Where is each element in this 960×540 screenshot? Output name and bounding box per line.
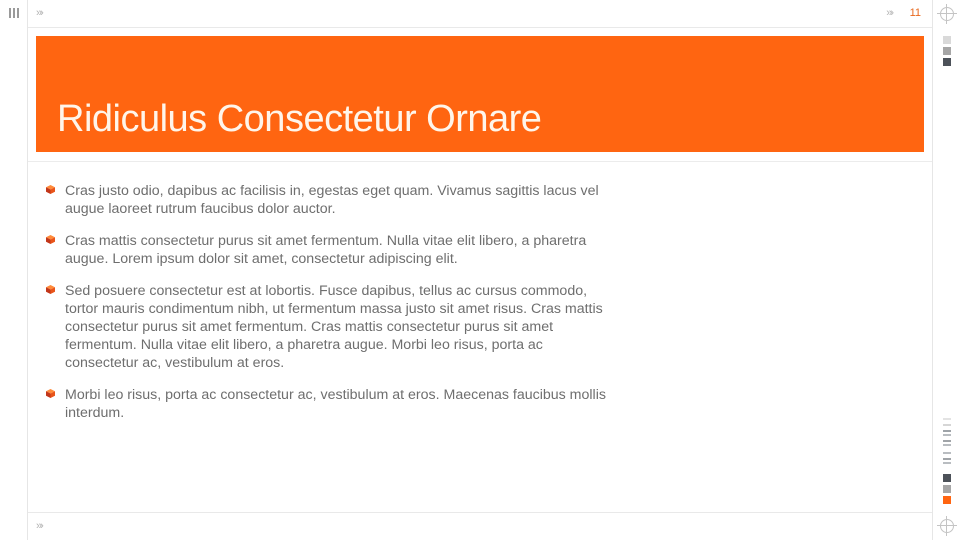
color-swatch-dark-gray[interactable]: [943, 474, 951, 482]
page-number: 11: [909, 7, 921, 19]
bullet-text: Cras mattis consectetur purus sit amet fermentum. Nulla vitae elit libero, a pharetra augue. Lorem ipsum dolor sit amet, consectetur adipiscing elit.: [65, 233, 587, 267]
next-slide-chevron-icon[interactable]: »›: [886, 7, 892, 19]
bullet-text: Cras justo odio, dapibus ac facilisis in, egestas eget quam. Vivamus sagittis lacus vel augue laoreet rutrum faucibus dolor auctor.: [65, 183, 599, 217]
cube-bullet-icon: [46, 185, 55, 194]
cube-bullet-icon: [46, 285, 55, 294]
thumbnail-line: [943, 444, 951, 446]
list-item: [46, 282, 606, 372]
color-swatch-gray[interactable]: [943, 47, 951, 55]
top-toolbar: [28, 0, 932, 28]
bullet-text: Sed posuere consectetur est at lobortis. Fusce dapibus, tellus ac cursus commodo, tortor mauris condimentum nibh, ut fermentum massa justo sit amet risus. Cras mattis consectetur purus sit amet fermentum. Cras mattis consectetur purus sit amet fermentum. Nulla vitae elit libero, a pharetra augue. Morbi leo risus, porta ac consectetur ac, vestibulum at eros.: [65, 283, 603, 371]
color-swatch-light-gray[interactable]: [943, 36, 951, 44]
color-swatch-dark-gray[interactable]: [943, 58, 951, 66]
crosshair-icon[interactable]: [940, 7, 954, 21]
list-item: [46, 182, 606, 218]
divider: [28, 161, 932, 162]
color-swatch-gray[interactable]: [943, 485, 951, 493]
thumbnail-line: [943, 452, 951, 454]
menu-bars-icon[interactable]: [9, 8, 19, 18]
cube-bullet-icon: [46, 235, 55, 244]
thumbnail-line: [943, 462, 951, 464]
slide-title: Ridiculus Consectetur Ornare: [57, 98, 542, 140]
color-swatch-orange[interactable]: [943, 496, 951, 504]
bullet-list: [46, 182, 606, 436]
bottom-toolbar: [28, 512, 932, 540]
cube-bullet-icon: [46, 389, 55, 398]
thumbnail-line: [943, 430, 951, 432]
expand-chevron-icon[interactable]: »›: [36, 520, 42, 532]
list-item: [46, 232, 606, 268]
list-item: [46, 386, 606, 422]
crosshair-icon[interactable]: [940, 519, 954, 533]
left-rail: [0, 0, 28, 540]
collapse-left-chevron-icon[interactable]: »›: [36, 7, 42, 19]
thumbnail-line: [943, 434, 951, 436]
right-rail: [932, 0, 960, 540]
thumbnail-line: [943, 458, 951, 460]
title-banner: [36, 36, 924, 152]
thumbnail-line: [943, 440, 951, 442]
thumbnail-line: [943, 424, 951, 426]
bullet-text: Morbi leo risus, porta ac consectetur ac, vestibulum at eros. Maecenas faucibus mollis interdum.: [65, 387, 606, 421]
thumbnail-line: [943, 418, 951, 420]
